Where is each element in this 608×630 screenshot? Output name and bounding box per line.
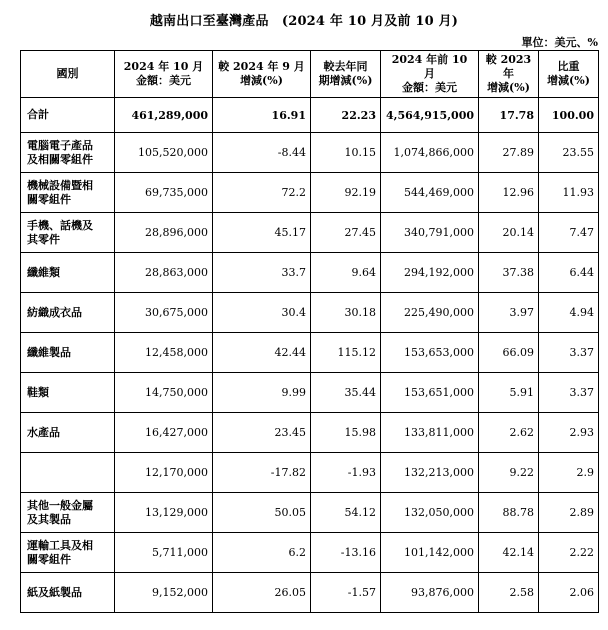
cell-vs-2023: 27.89: [479, 133, 539, 173]
cell-yoy: 54.12: [311, 493, 381, 533]
table-row: [21, 373, 599, 413]
cell-share: 23.55: [539, 133, 599, 173]
cell-yoy: 22.23: [311, 98, 381, 133]
cell-yoy: 30.18: [311, 293, 381, 333]
cell-vs-sep: 50.05: [213, 493, 311, 533]
row-label: 手機、話機及 其零件: [21, 213, 115, 253]
cell-yoy: 35.44: [311, 373, 381, 413]
cell-vs-sep: 30.4: [213, 293, 311, 333]
cell-ytd-amount: 340,791,000: [381, 213, 479, 253]
row-label: 水產品: [21, 413, 115, 453]
table-row: [21, 493, 599, 533]
table-row: [21, 213, 599, 253]
table-row: [21, 173, 599, 213]
cell-vs-2023: 5.91: [479, 373, 539, 413]
cell-yoy: -1.93: [311, 453, 381, 493]
cell-ytd-amount: 133,811,000: [381, 413, 479, 453]
cell-ytd-amount: 225,490,000: [381, 293, 479, 333]
table-row: [21, 533, 599, 573]
cell-share: 100.00: [539, 98, 599, 133]
cell-oct-amount: 12,458,000: [115, 333, 213, 373]
cell-oct-amount: 28,896,000: [115, 213, 213, 253]
cell-share: 6.44: [539, 253, 599, 293]
table-row: [21, 333, 599, 373]
cell-share: 11.93: [539, 173, 599, 213]
cell-vs-2023: 66.09: [479, 333, 539, 373]
cell-vs-2023: 2.58: [479, 573, 539, 613]
cell-yoy: -13.16: [311, 533, 381, 573]
cell-vs-sep: 33.7: [213, 253, 311, 293]
header-oct-amount: 2024 年 10 月 金額：美元: [115, 51, 213, 98]
table-row: [21, 453, 599, 493]
total-row: [21, 98, 599, 133]
cell-vs-sep: 6.2: [213, 533, 311, 573]
cell-yoy: -1.57: [311, 573, 381, 613]
cell-ytd-amount: 132,213,000: [381, 453, 479, 493]
header-ytd-amount: 2024 年前 10 月 金額：美元: [381, 51, 479, 98]
cell-oct-amount: 5,711,000: [115, 533, 213, 573]
row-label: 紙及紙製品: [21, 573, 115, 613]
row-label: 機械設備暨相 關零組件: [21, 173, 115, 213]
cell-share: 4.94: [539, 293, 599, 333]
cell-oct-amount: 105,520,000: [115, 133, 213, 173]
cell-yoy: 92.19: [311, 173, 381, 213]
cell-vs-2023: 88.78: [479, 493, 539, 533]
cell-vs-sep: 23.45: [213, 413, 311, 453]
cell-vs-sep: 26.05: [213, 573, 311, 613]
cell-vs-sep: 42.44: [213, 333, 311, 373]
row-label: 紡織成衣品: [21, 293, 115, 333]
header-share: 比重 增減(%): [539, 51, 599, 98]
cell-ytd-amount: 294,192,000: [381, 253, 479, 293]
cell-vs-2023: 12.96: [479, 173, 539, 213]
cell-vs-sep: 45.17: [213, 213, 311, 253]
cell-vs-2023: 17.78: [479, 98, 539, 133]
cell-share: 2.22: [539, 533, 599, 573]
row-label: 纖維製品: [21, 333, 115, 373]
cell-share: 2.9: [539, 453, 599, 493]
table-row: [21, 253, 599, 293]
cell-yoy: 9.64: [311, 253, 381, 293]
cell-yoy: 115.12: [311, 333, 381, 373]
cell-share: 2.89: [539, 493, 599, 533]
cell-ytd-amount: 4,564,915,000: [381, 98, 479, 133]
cell-vs-2023: 42.14: [479, 533, 539, 573]
cell-vs-sep: 16.91: [213, 98, 311, 133]
cell-ytd-amount: 132,050,000: [381, 493, 479, 533]
header-row: [21, 51, 599, 98]
cell-ytd-amount: 153,653,000: [381, 333, 479, 373]
cell-vs-sep: -8.44: [213, 133, 311, 173]
cell-yoy: 10.15: [311, 133, 381, 173]
table-row: [21, 413, 599, 453]
row-label: 運輸工具及相 關零組件: [21, 533, 115, 573]
cell-yoy: 15.98: [311, 413, 381, 453]
cell-ytd-amount: 544,469,000: [381, 173, 479, 213]
cell-vs-sep: 72.2: [213, 173, 311, 213]
cell-oct-amount: 12,170,000: [115, 453, 213, 493]
cell-vs-2023: 3.97: [479, 293, 539, 333]
row-label: 其他一般金屬 及其製品: [21, 493, 115, 533]
table-row: [21, 133, 599, 173]
cell-vs-2023: 2.62: [479, 413, 539, 453]
cell-ytd-amount: 1,074,866,000: [381, 133, 479, 173]
cell-share: 2.93: [539, 413, 599, 453]
cell-oct-amount: 30,675,000: [115, 293, 213, 333]
cell-share: 2.06: [539, 573, 599, 613]
cell-oct-amount: 14,750,000: [115, 373, 213, 413]
cell-ytd-amount: 93,876,000: [381, 573, 479, 613]
cell-share: 3.37: [539, 373, 599, 413]
cell-oct-amount: 9,152,000: [115, 573, 213, 613]
table-row: [21, 573, 599, 613]
cell-yoy: 27.45: [311, 213, 381, 253]
header-vs-sep: 較 2024 年 9 月 增減(%): [213, 51, 311, 98]
header-yoy: 較去年同 期增減(%): [311, 51, 381, 98]
row-label: [21, 453, 115, 493]
cell-ytd-amount: 101,142,000: [381, 533, 479, 573]
cell-share: 7.47: [539, 213, 599, 253]
cell-vs-sep: 9.99: [213, 373, 311, 413]
header-vs-2023: 較 2023 年 增減(%): [479, 51, 539, 98]
header-country: 國別: [21, 51, 115, 98]
cell-oct-amount: 13,129,000: [115, 493, 213, 533]
cell-ytd-amount: 153,651,000: [381, 373, 479, 413]
table-row: [21, 293, 599, 333]
row-label: 纖維類: [21, 253, 115, 293]
total-label: 合計: [21, 98, 115, 133]
cell-vs-sep: -17.82: [213, 453, 311, 493]
unit-label: 單位：美元、%: [521, 36, 598, 49]
cell-oct-amount: 28,863,000: [115, 253, 213, 293]
row-label: 電腦電子產品 及相關零組件: [21, 133, 115, 173]
row-label: 鞋類: [21, 373, 115, 413]
cell-oct-amount: 69,735,000: [115, 173, 213, 213]
cell-share: 3.37: [539, 333, 599, 373]
cell-oct-amount: 16,427,000: [115, 413, 213, 453]
cell-vs-2023: 20.14: [479, 213, 539, 253]
cell-vs-2023: 9.22: [479, 453, 539, 493]
page-title: 越南出口至臺灣產品 (2024 年 10 月及前 10 月): [149, 14, 459, 29]
export-table: [20, 50, 599, 613]
cell-oct-amount: 461,289,000: [115, 98, 213, 133]
cell-vs-2023: 37.38: [479, 253, 539, 293]
